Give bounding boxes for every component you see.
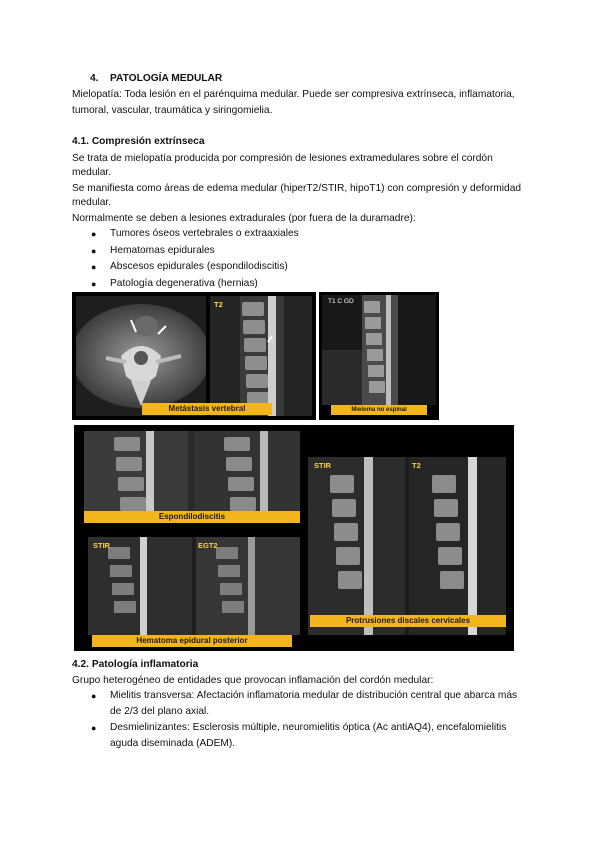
list-item: Hematomas epidurales	[110, 245, 215, 256]
bullet-icon: ●	[91, 723, 97, 733]
paragraph-line: Grupo heterogéneo de entidades que provocan inflamación del cordón medular:	[72, 675, 434, 686]
spondylodiscitis-image	[84, 431, 300, 517]
list-item: Desmielinizantes: Esclerosis múltiple, neuromielitis óptica (Ac antiAQ4), encefalomielitis	[110, 722, 507, 733]
t2-label: T2	[214, 300, 223, 309]
bullet-icon: ●	[91, 229, 97, 239]
stir-label: STIR	[93, 541, 111, 550]
bullet-icon: ●	[91, 279, 97, 289]
caption-spondylodiscitis: Espondilodiscitis	[84, 511, 300, 523]
list-item-continuation: de 2/3 del plano axial.	[110, 706, 210, 717]
t2-label-right: T2	[412, 461, 421, 470]
subsection-heading-4-2: 4.2. Patología inflamatoria	[72, 659, 199, 670]
bullet-icon: ●	[91, 691, 97, 701]
intro-line-2: tumoral, vascular, traumática y siringomielia.	[72, 105, 273, 116]
list-item: Tumores óseos vertebrales o extraaxiales	[110, 228, 299, 239]
subsection-heading-4-1: 4.1. Compresión extrínseca	[72, 136, 205, 147]
t1-gd-label: T1 C GD	[328, 298, 354, 305]
paragraph-line: medular.	[72, 167, 112, 178]
intro-line-1: Mielopatía: Toda lesión en el parénquima medular. Puede ser compresiva extrínseca, inflamatoria,	[72, 89, 515, 100]
figure-metastasis-panel	[72, 292, 316, 420]
section-number: 4.	[90, 73, 99, 84]
paragraph-line: Se trata de mielopatía producida por compresión de lesiones extramedulares sobre el cordón	[72, 153, 493, 164]
caption-hematoma: Hematoma epidural posterior	[92, 635, 292, 647]
bullet-icon: ●	[91, 262, 97, 272]
paragraph-line: Se manifiesta como áreas de edema medular (hiperT2/STIR, hipoT1) con compresión y deformidad	[72, 183, 522, 194]
paragraph-line: medular.	[72, 197, 112, 208]
figure-compression-collage	[74, 425, 514, 651]
section-title: PATOLOGÍA MEDULAR	[110, 73, 223, 84]
ct-axial-image	[76, 296, 206, 416]
list-item: Mielitis transversa: Afectación inflamatoria medular de distribución central que abarca más	[110, 690, 518, 701]
spine-sagittal-t1-image	[322, 295, 436, 405]
list-item: Patología degenerativa (hernias)	[110, 278, 258, 289]
list-item-continuation: aguda diseminada (ADEM).	[110, 738, 236, 749]
figure-myeloma-panel	[319, 292, 439, 420]
stir-label-right: STIR	[314, 461, 332, 470]
caption-myeloma: Mieloma no espinal	[331, 405, 427, 415]
caption-protrusions: Protrusiones discales cervicales	[310, 615, 506, 627]
spine-sagittal-t2-image	[210, 296, 312, 416]
bullet-icon: ●	[91, 246, 97, 256]
caption-metastasis: Metástasis vertebral	[142, 403, 272, 415]
paragraph-line: Normalmente se deben a lesiones extradurales (por fuera de la duramadre):	[72, 213, 416, 224]
egt2-label: EGT2	[198, 541, 218, 550]
cervical-protrusion-image	[308, 457, 506, 635]
list-item: Abscesos epidurales (espondilodiscitis)	[110, 261, 288, 272]
hematoma-image	[88, 537, 300, 635]
